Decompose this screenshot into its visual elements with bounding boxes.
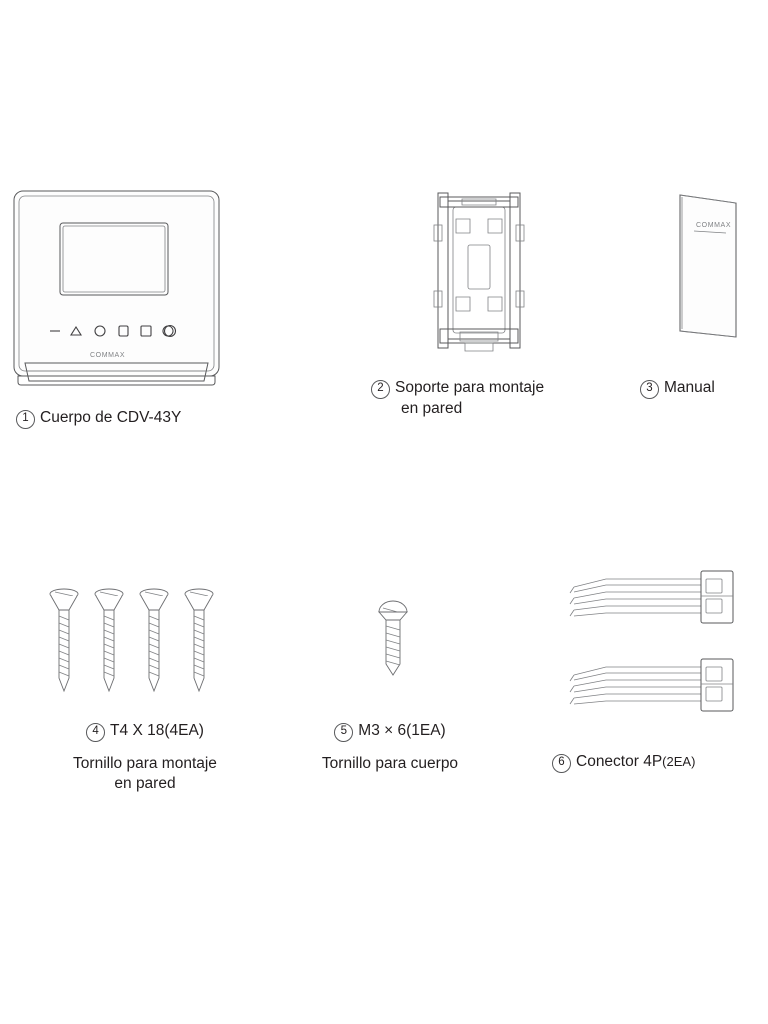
item-body-screw-caption	[295, 721, 485, 742]
item-wall-screw	[30, 580, 260, 794]
monitor-brand-label: COMMAX	[90, 352, 126, 359]
item-number-badge: 2	[371, 380, 390, 399]
item-bracket-caption	[365, 378, 615, 419]
item-label: Conector 4P	[576, 753, 663, 770]
wall-mount-bracket-icon	[365, 185, 615, 360]
item-number-badge: 1	[16, 410, 35, 429]
item-manual	[640, 185, 760, 399]
item-monitor	[8, 185, 248, 429]
item-connector	[550, 565, 760, 773]
item-body-screw	[295, 580, 485, 774]
item-label: Soporte para montaje	[395, 379, 545, 396]
item-number-badge: 5	[334, 723, 353, 742]
item-connector-caption	[550, 752, 760, 773]
connector-4p-icon	[550, 565, 760, 730]
item-sublabel-line2: en pared	[114, 775, 176, 792]
manual-booklet-icon	[640, 185, 760, 360]
item-label-suffix: (2EA)	[662, 754, 696, 769]
item-body-screw-sublabel: Tornillo para cuerpo	[321, 755, 459, 772]
item-monitor-caption	[8, 408, 248, 429]
item-sublabel-line1: Tornillo para montaje	[73, 755, 217, 772]
item-label-line2: en pared	[401, 400, 463, 417]
item-wall-bracket	[365, 185, 615, 419]
item-label: T4 X 18(4EA)	[110, 722, 204, 739]
body-screw-icon	[295, 580, 485, 705]
monitor-device-icon	[8, 185, 248, 390]
manual-brand-label: COMMAX	[696, 222, 732, 229]
item-number-badge: 3	[640, 380, 659, 399]
item-label: Cuerpo de CDV-43Y	[40, 409, 182, 426]
item-manual-caption	[640, 378, 760, 399]
item-label: M3 × 6(1EA)	[358, 722, 446, 739]
item-number-badge: 4	[86, 723, 105, 742]
item-number-badge: 6	[552, 754, 571, 773]
item-wall-screw-caption	[30, 721, 260, 742]
item-wall-screw-sublabel	[30, 754, 260, 794]
item-label: Manual	[664, 379, 715, 396]
wall-screw-icon	[30, 580, 260, 705]
